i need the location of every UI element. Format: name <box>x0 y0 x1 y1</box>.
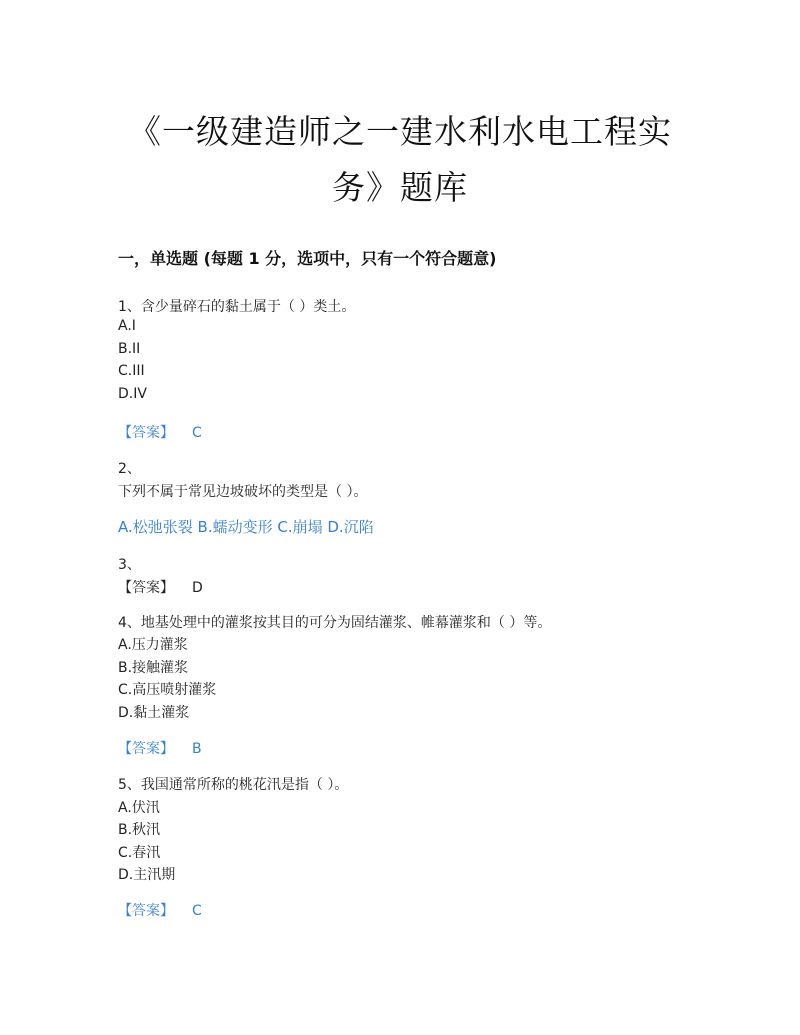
answer-value: D <box>192 580 203 596</box>
answer-label: 【答案】 <box>118 580 174 596</box>
question-4-option-a: A.压力灌浆 <box>118 637 188 653</box>
question-1-answer <box>118 422 202 442</box>
question-5-option-a: A.伏汛 <box>118 800 160 816</box>
answer-value: C <box>192 903 202 919</box>
answer-value: C <box>192 425 202 441</box>
answer-label: 【答案】 <box>118 741 174 757</box>
question-2-stem: 下列不属于常见边坡破坏的类型是（ ）。 <box>118 484 368 500</box>
question-1-stem: 1、含少量碎石的黏土属于（ ）类土。 <box>118 299 356 315</box>
answer-label: 【答案】 <box>118 425 174 441</box>
answer-label: 【答案】 <box>118 903 174 919</box>
question-5-stem: 5、我国通常所称的桃花汛是指（ ）。 <box>118 777 349 793</box>
question-5-answer <box>118 900 202 920</box>
question-1-option-a: A.I <box>118 318 136 334</box>
question-4-option-b: B.接触灌浆 <box>118 660 189 676</box>
question-1-option-b: B.II <box>118 341 141 357</box>
question-1-option-d: D.IV <box>118 386 147 402</box>
answer-value: B <box>192 741 202 757</box>
question-4-option-c: C.高压喷射灌浆 <box>118 682 217 698</box>
question-4-stem: 4、地基处理中的灌浆按其目的可分为固结灌浆、帷幕灌浆和（ ）等。 <box>118 615 552 631</box>
question-2-number: 2、 <box>118 461 141 477</box>
question-4-option-d: D.黏土灌浆 <box>118 705 190 721</box>
question-2-options: A.松弛张裂 B.蠕动变形 C.崩塌 D.沉陷 <box>118 518 374 536</box>
question-4-answer <box>118 738 202 758</box>
question-3-answer <box>118 577 203 597</box>
title-line-1: 《一级建造师之一建水利水电工程实 <box>128 112 672 151</box>
title-line-2: 务》题库 <box>332 168 468 207</box>
question-1-option-c: C.III <box>118 363 145 379</box>
question-5-option-b: B.秋汛 <box>118 822 161 838</box>
question-5-option-c: C.春汛 <box>118 845 161 861</box>
question-3-number: 3、 <box>118 557 141 573</box>
question-5-option-d: D.主汛期 <box>118 867 176 883</box>
document-title <box>100 104 700 216</box>
section-heading: 一，单选题 (每题 1 分，选项中，只有一个符合题意) <box>118 249 497 268</box>
